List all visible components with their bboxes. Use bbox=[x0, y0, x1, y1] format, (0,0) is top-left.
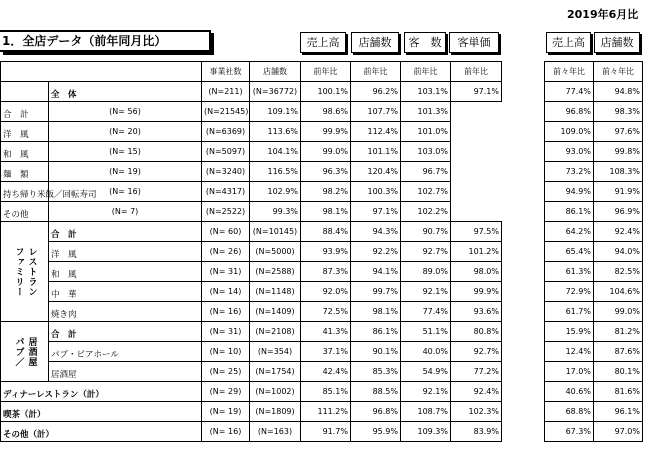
group-subname: レストラン bbox=[26, 246, 37, 297]
two-year-sales2: 72.9% bbox=[545, 282, 594, 302]
two-year-sales2: 12.4% bbox=[545, 342, 594, 362]
yoy-sales: 37.1% bbox=[301, 342, 351, 362]
row-label: 合 計 bbox=[49, 322, 202, 342]
column-header-row bbox=[1, 62, 502, 82]
two-year-stores2: 99.0% bbox=[594, 302, 643, 322]
row-label: 焼き肉 bbox=[49, 302, 202, 322]
two-year-stores2: 108.3% bbox=[594, 162, 643, 182]
company-count: (N= 15) bbox=[49, 142, 202, 162]
header-box-stores-2y: 店舗数 bbox=[594, 32, 640, 53]
store-count: (N=1409) bbox=[250, 302, 301, 322]
comparison-table bbox=[544, 61, 643, 442]
row-label: 和 風 bbox=[1, 142, 49, 162]
table-row bbox=[1, 402, 502, 422]
yoy-customers: 120.4% bbox=[351, 162, 401, 182]
row-label: その他 bbox=[1, 202, 49, 222]
company-count: (N= 31) bbox=[202, 322, 250, 342]
two-year-stores2: 94.8% bbox=[594, 82, 643, 102]
two-year-sales2: 61.7% bbox=[545, 302, 594, 322]
company-count: (N= 7) bbox=[49, 202, 202, 222]
table-row bbox=[545, 242, 643, 262]
page-title: 1．全店データ（前年同月比） bbox=[0, 30, 211, 52]
yoy-unit: 101.0% bbox=[401, 122, 451, 142]
column-header: 前年比 bbox=[301, 62, 351, 82]
group-label bbox=[1, 222, 49, 322]
column-header: 事業社数 bbox=[202, 62, 250, 82]
store-count: (N=2588) bbox=[250, 262, 301, 282]
two-year-stores2: 81.6% bbox=[594, 382, 643, 402]
table-row bbox=[545, 202, 643, 222]
yoy-customers: 90.7% bbox=[401, 222, 451, 242]
two-year-sales2: 109.0% bbox=[545, 122, 594, 142]
corner-cell bbox=[1, 62, 202, 82]
two-year-sales2: 65.4% bbox=[545, 242, 594, 262]
table-row bbox=[545, 122, 643, 142]
yoy-customers: 89.0% bbox=[401, 262, 451, 282]
column-header: 前々年比 bbox=[594, 62, 643, 82]
table-row bbox=[545, 402, 643, 422]
yoy-unit: 97.1% bbox=[451, 82, 502, 102]
header-box-sales-2y: 売上高 bbox=[546, 32, 591, 53]
table-row bbox=[1, 322, 502, 342]
two-year-stores2: 96.1% bbox=[594, 402, 643, 422]
yoy-customers: 101.1% bbox=[351, 142, 401, 162]
two-year-stores2: 94.0% bbox=[594, 242, 643, 262]
column-header: 前年比 bbox=[401, 62, 451, 82]
yoy-customers: 40.0% bbox=[401, 342, 451, 362]
store-count: (N=163) bbox=[250, 422, 301, 442]
two-year-sales2: 61.3% bbox=[545, 262, 594, 282]
yoy-store-cnt: 98.2% bbox=[301, 182, 351, 202]
two-year-stores2: 81.2% bbox=[594, 322, 643, 342]
yoy-sales: 116.5% bbox=[250, 162, 301, 182]
column-header: 前年比 bbox=[451, 62, 502, 82]
row-label: 洋 風 bbox=[1, 122, 49, 142]
yoy-unit: 96.7% bbox=[401, 162, 451, 182]
yoy-unit: 101.2% bbox=[451, 242, 502, 262]
company-count: (N=211) bbox=[202, 82, 250, 102]
yoy-unit: 83.9% bbox=[451, 422, 502, 442]
table-row bbox=[545, 182, 643, 202]
yoy-sales: 92.0% bbox=[301, 282, 351, 302]
two-year-stores2: 80.1% bbox=[594, 362, 643, 382]
yoy-store-cnt: 94.3% bbox=[351, 222, 401, 242]
yoy-sales: 91.7% bbox=[301, 422, 351, 442]
table-row bbox=[1, 202, 502, 222]
row-label: 洋 風 bbox=[49, 242, 202, 262]
table-row bbox=[545, 422, 643, 442]
group-subname: 居酒屋 bbox=[26, 336, 37, 367]
column-header: 店舗数 bbox=[250, 62, 301, 82]
yoy-customers: 103.1% bbox=[401, 82, 451, 102]
table-row bbox=[1, 282, 502, 302]
two-year-stores2: 91.9% bbox=[594, 182, 643, 202]
two-year-stores2: 87.6% bbox=[594, 342, 643, 362]
table-row bbox=[1, 342, 502, 362]
yoy-store-cnt: 95.9% bbox=[351, 422, 401, 442]
group-label bbox=[1, 322, 49, 382]
yoy-customers: 77.4% bbox=[401, 302, 451, 322]
store-count: (N=36772) bbox=[250, 82, 301, 102]
store-count: (N=4317) bbox=[202, 182, 250, 202]
company-count: (N= 31) bbox=[202, 262, 250, 282]
table-row bbox=[545, 322, 643, 342]
two-year-stores2: 98.3% bbox=[594, 102, 643, 122]
company-count: (N= 16) bbox=[202, 302, 250, 322]
store-count: (N=1002) bbox=[250, 382, 301, 402]
company-count: (N= 26) bbox=[202, 242, 250, 262]
two-year-stores2: 97.6% bbox=[594, 122, 643, 142]
two-year-stores2: 104.6% bbox=[594, 282, 643, 302]
two-year-stores2: 97.0% bbox=[594, 422, 643, 442]
two-year-sales2: 68.8% bbox=[545, 402, 594, 422]
yoy-sales: 93.9% bbox=[301, 242, 351, 262]
table-row bbox=[1, 222, 502, 242]
two-year-sales2: 67.3% bbox=[545, 422, 594, 442]
table-row bbox=[545, 362, 643, 382]
row-label: 中 華 bbox=[49, 282, 202, 302]
yoy-sales: 87.3% bbox=[301, 262, 351, 282]
row-label: 全 体 bbox=[49, 82, 202, 102]
yoy-store-cnt: 96.3% bbox=[301, 162, 351, 182]
company-count: (N= 56) bbox=[49, 102, 202, 122]
header-box-unit-price: 客単価 bbox=[449, 32, 499, 53]
yoy-customers: 92.1% bbox=[401, 382, 451, 402]
row-label: 合 計 bbox=[49, 222, 202, 242]
store-count: (N=10145) bbox=[250, 222, 301, 242]
table-row bbox=[545, 382, 643, 402]
store-count: (N=2522) bbox=[202, 202, 250, 222]
yoy-unit: 77.2% bbox=[451, 362, 502, 382]
yoy-store-cnt: 98.6% bbox=[301, 102, 351, 122]
table-row bbox=[1, 162, 502, 182]
yoy-customers: 92.7% bbox=[401, 242, 451, 262]
yoy-store-cnt: 90.1% bbox=[351, 342, 401, 362]
row-label: パブ・ビアホール bbox=[49, 342, 202, 362]
header-box-stores: 店舗数 bbox=[351, 32, 399, 53]
two-year-stores2: 99.8% bbox=[594, 142, 643, 162]
row-label: 持ち帰り米飯／回転寿司 bbox=[1, 182, 49, 202]
table-row bbox=[1, 182, 502, 202]
yoy-customers: 109.3% bbox=[401, 422, 451, 442]
store-count: (N=3240) bbox=[202, 162, 250, 182]
yoy-sales: 111.2% bbox=[301, 402, 351, 422]
yoy-sales: 100.1% bbox=[301, 82, 351, 102]
yoy-store-cnt: 96.8% bbox=[351, 402, 401, 422]
table-row bbox=[1, 242, 502, 262]
store-count: (N=21545) bbox=[202, 102, 250, 122]
column-header: 前年比 bbox=[351, 62, 401, 82]
table-row bbox=[1, 122, 502, 142]
row-label: 居酒屋 bbox=[49, 362, 202, 382]
company-count: (N= 10) bbox=[202, 342, 250, 362]
two-year-sales2: 93.0% bbox=[545, 142, 594, 162]
yoy-customers: 100.3% bbox=[351, 182, 401, 202]
row-label: 和 風 bbox=[49, 262, 202, 282]
yoy-store-cnt: 98.1% bbox=[301, 202, 351, 222]
store-count: (N=354) bbox=[250, 342, 301, 362]
group-name: パブ／ bbox=[13, 336, 24, 367]
yoy-store-cnt: 96.2% bbox=[351, 82, 401, 102]
yoy-sales: 41.3% bbox=[301, 322, 351, 342]
yoy-sales: 99.3% bbox=[250, 202, 301, 222]
company-count: (N= 29) bbox=[202, 382, 250, 402]
yoy-unit: 102.7% bbox=[401, 182, 451, 202]
yoy-sales: 72.5% bbox=[301, 302, 351, 322]
yoy-unit: 103.0% bbox=[401, 142, 451, 162]
company-count: (N= 20) bbox=[49, 122, 202, 142]
table-row bbox=[1, 362, 502, 382]
table-row bbox=[1, 262, 502, 282]
yoy-store-cnt: 92.2% bbox=[351, 242, 401, 262]
company-count: (N= 16) bbox=[202, 422, 250, 442]
row-label: ディナーレストラン（計） bbox=[1, 382, 202, 402]
two-year-sales2: 15.9% bbox=[545, 322, 594, 342]
header-box-sales: 売上高 bbox=[300, 32, 346, 53]
yoy-unit: 98.0% bbox=[451, 262, 502, 282]
table-row bbox=[1, 422, 502, 442]
table-row bbox=[545, 302, 643, 322]
two-year-sales2: 64.2% bbox=[545, 222, 594, 242]
yoy-customers: 51.1% bbox=[401, 322, 451, 342]
company-count: (N= 19) bbox=[49, 162, 202, 182]
table-row bbox=[545, 82, 643, 102]
two-year-sales2: 96.8% bbox=[545, 102, 594, 122]
company-count: (N= 60) bbox=[202, 222, 250, 242]
two-year-sales2: 86.1% bbox=[545, 202, 594, 222]
yoy-customers: 54.9% bbox=[401, 362, 451, 382]
store-count: (N=5000) bbox=[250, 242, 301, 262]
two-year-sales2: 73.2% bbox=[545, 162, 594, 182]
header-box-customers: 客 数 bbox=[404, 32, 446, 53]
yoy-unit: 93.6% bbox=[451, 302, 502, 322]
two-year-stores2: 92.4% bbox=[594, 222, 643, 242]
yoy-customers: 92.1% bbox=[401, 282, 451, 302]
table-row bbox=[545, 262, 643, 282]
table-row bbox=[1, 302, 502, 322]
yoy-customers: 112.4% bbox=[351, 122, 401, 142]
main-table bbox=[0, 61, 502, 442]
row-label: その他（計） bbox=[1, 422, 202, 442]
two-year-sales2: 40.6% bbox=[545, 382, 594, 402]
yoy-unit: 80.8% bbox=[451, 322, 502, 342]
row-label: 喫茶（計） bbox=[1, 402, 202, 422]
yoy-unit: 101.3% bbox=[401, 102, 451, 122]
store-count: (N=1754) bbox=[250, 362, 301, 382]
yoy-store-cnt: 85.3% bbox=[351, 362, 401, 382]
two-year-sales2: 77.4% bbox=[545, 82, 594, 102]
yoy-unit: 102.3% bbox=[451, 402, 502, 422]
two-year-sales2: 94.9% bbox=[545, 182, 594, 202]
table-row bbox=[545, 162, 643, 182]
column-header: 前々年比 bbox=[545, 62, 594, 82]
company-count: (N= 19) bbox=[202, 402, 250, 422]
row-label: 麺 類 bbox=[1, 162, 49, 182]
report-date: 2019年6月比 bbox=[567, 8, 639, 21]
table-row bbox=[1, 142, 502, 162]
two-year-sales2: 17.0% bbox=[545, 362, 594, 382]
yoy-unit: 102.2% bbox=[401, 202, 451, 222]
table-row bbox=[1, 102, 502, 122]
yoy-store-cnt: 99.0% bbox=[301, 142, 351, 162]
yoy-store-cnt: 99.7% bbox=[351, 282, 401, 302]
yoy-store-cnt: 98.1% bbox=[351, 302, 401, 322]
yoy-unit: 92.7% bbox=[451, 342, 502, 362]
group-name: ファミリー bbox=[13, 246, 24, 297]
yoy-customers: 97.1% bbox=[351, 202, 401, 222]
yoy-customers: 107.7% bbox=[351, 102, 401, 122]
yoy-sales: 113.6% bbox=[250, 122, 301, 142]
table-row bbox=[545, 142, 643, 162]
store-count: (N=1148) bbox=[250, 282, 301, 302]
store-count: (N=5097) bbox=[202, 142, 250, 162]
yoy-sales: 109.1% bbox=[250, 102, 301, 122]
table-row bbox=[1, 82, 502, 102]
yoy-sales: 88.4% bbox=[301, 222, 351, 242]
store-count: (N=6369) bbox=[202, 122, 250, 142]
yoy-customers: 108.7% bbox=[401, 402, 451, 422]
yoy-sales: 85.1% bbox=[301, 382, 351, 402]
company-count: (N= 25) bbox=[202, 362, 250, 382]
company-count: (N= 14) bbox=[202, 282, 250, 302]
table-row bbox=[1, 382, 502, 402]
column-header-row bbox=[545, 62, 643, 82]
yoy-unit: 92.4% bbox=[451, 382, 502, 402]
yoy-sales: 42.4% bbox=[301, 362, 351, 382]
yoy-sales: 102.9% bbox=[250, 182, 301, 202]
table-row bbox=[545, 102, 643, 122]
yoy-store-cnt: 94.1% bbox=[351, 262, 401, 282]
yoy-sales: 104.1% bbox=[250, 142, 301, 162]
two-year-stores2: 82.5% bbox=[594, 262, 643, 282]
company-count: (N= 16) bbox=[49, 182, 202, 202]
store-count: (N=2108) bbox=[250, 322, 301, 342]
table-row bbox=[545, 222, 643, 242]
empty-cell bbox=[1, 82, 49, 102]
two-year-stores2: 96.9% bbox=[594, 202, 643, 222]
yoy-store-cnt: 86.1% bbox=[351, 322, 401, 342]
yoy-unit: 97.5% bbox=[451, 222, 502, 242]
yoy-unit: 99.9% bbox=[451, 282, 502, 302]
row-label: 合 計 bbox=[1, 102, 49, 122]
table-row bbox=[545, 282, 643, 302]
yoy-store-cnt: 99.9% bbox=[301, 122, 351, 142]
store-count: (N=1809) bbox=[250, 402, 301, 422]
table-row bbox=[545, 342, 643, 362]
yoy-store-cnt: 88.5% bbox=[351, 382, 401, 402]
